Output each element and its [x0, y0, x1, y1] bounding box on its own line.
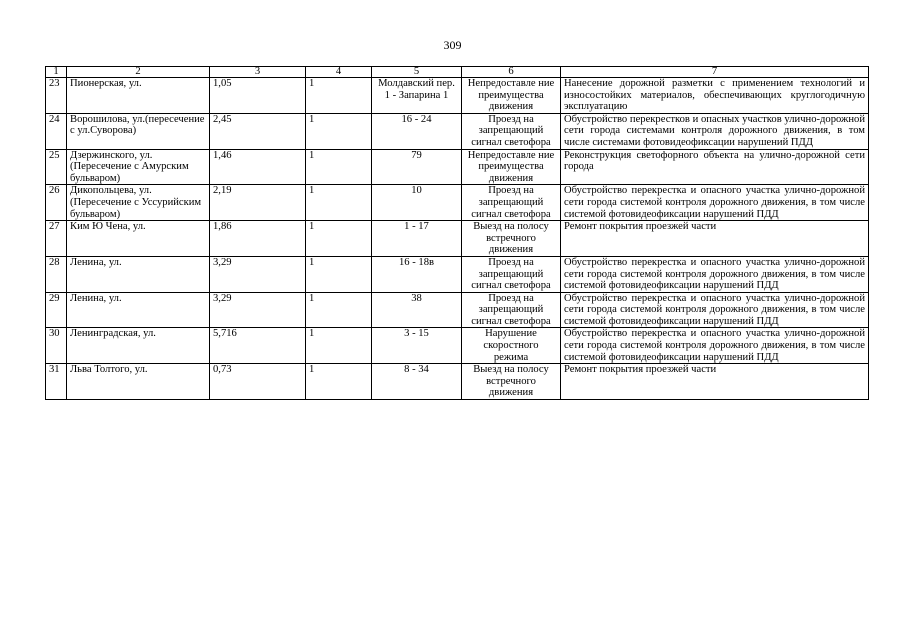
row-number-cell: 26	[46, 185, 67, 221]
house-range-cell: 1 - 17	[372, 221, 462, 257]
length-cell: 2,45	[210, 113, 306, 149]
count-cell: 1	[306, 364, 372, 400]
measure-cell: Обустройство перекрестка и опасного участка улично-дорожной сети города системой контроля дорожного движения, в том числе системой фотовидеофиксации нарушений ПДД	[561, 185, 869, 221]
row-number-cell: 28	[46, 256, 67, 292]
count-cell: 1	[306, 113, 372, 149]
row-number-cell: 30	[46, 328, 67, 364]
column-number-row	[46, 67, 869, 78]
table-row	[46, 149, 869, 185]
length-cell: 5,716	[210, 328, 306, 364]
street-cell: Ленина, ул.	[67, 292, 210, 328]
violation-cell: Непредоставле ние преимущества движения	[462, 149, 561, 185]
row-number-cell: 24	[46, 113, 67, 149]
violation-cell: Выезд на полосу встречного движения	[462, 364, 561, 400]
measure-cell: Ремонт покрытия проезжей части	[561, 221, 869, 257]
house-range-cell: 38	[372, 292, 462, 328]
violation-cell: Проезд на запрещающий сигнал светофора	[462, 292, 561, 328]
violation-cell: Проезд на запрещающий сигнал светофора	[462, 256, 561, 292]
violation-cell: Проезд на запрещающий сигнал светофора	[462, 113, 561, 149]
length-cell: 2,19	[210, 185, 306, 221]
column-number: 7	[561, 67, 869, 78]
count-cell: 1	[306, 256, 372, 292]
column-number: 4	[306, 67, 372, 78]
house-range-cell: Молдавский пер. 1 - Запарина 1	[372, 78, 462, 114]
count-cell: 1	[306, 292, 372, 328]
street-cell: Льва Толтого, ул.	[67, 364, 210, 400]
violation-cell: Непредоставле ние преимущества движения	[462, 78, 561, 114]
street-cell: Ворошилова, ул.(пересечение с ул.Суворова)	[67, 113, 210, 149]
table-row	[46, 78, 869, 114]
length-cell: 1,46	[210, 149, 306, 185]
count-cell: 1	[306, 78, 372, 114]
length-cell: 1,86	[210, 221, 306, 257]
row-number-cell: 23	[46, 78, 67, 114]
column-number: 5	[372, 67, 462, 78]
length-cell: 0,73	[210, 364, 306, 400]
count-cell: 1	[306, 149, 372, 185]
page-number: 309	[443, 38, 462, 52]
table-row	[46, 328, 869, 364]
street-cell: Ленинградская, ул.	[67, 328, 210, 364]
table-body	[46, 78, 869, 400]
street-cell: Дикопольцева, ул. (Пересечение с Уссурийским бульваром)	[67, 185, 210, 221]
length-cell: 3,29	[210, 256, 306, 292]
table-row	[46, 113, 869, 149]
street-cell: Ким Ю Чена, ул.	[67, 221, 210, 257]
length-cell: 3,29	[210, 292, 306, 328]
house-range-cell: 10	[372, 185, 462, 221]
house-range-cell: 8 - 34	[372, 364, 462, 400]
length-cell: 1,05	[210, 78, 306, 114]
measure-cell: Обустройство перекрестка и опасного участка улично-дорожной сети города системой контроля дорожного движения, в том числе системой фотовидеофиксации нарушений ПДД	[561, 256, 869, 292]
row-number-cell: 27	[46, 221, 67, 257]
row-number-cell: 29	[46, 292, 67, 328]
row-number-cell: 25	[46, 149, 67, 185]
house-range-cell: 16 - 24	[372, 113, 462, 149]
column-number: 3	[210, 67, 306, 78]
house-range-cell: 79	[372, 149, 462, 185]
table-row	[46, 292, 869, 328]
measure-cell: Обустройство перекрестка и опасного участка улично-дорожной сети города системой контроля дорожного движения, в том числе системой фотовидеофиксации нарушений ПДД	[561, 328, 869, 364]
column-number: 6	[462, 67, 561, 78]
measure-cell: Реконструкция светофорного объекта на улично-дорожной сети города	[561, 149, 869, 185]
count-cell: 1	[306, 221, 372, 257]
column-number: 1	[46, 67, 67, 78]
table-row	[46, 221, 869, 257]
street-cell: Ленина, ул.	[67, 256, 210, 292]
violation-cell: Выезд на полосу встречного движения	[462, 221, 561, 257]
violation-cell: Проезд на запрещающий сигнал светофора	[462, 185, 561, 221]
street-cell: Дзержинского, ул. (Пересечение с Амурским бульваром)	[67, 149, 210, 185]
street-cell: Пионерская, ул.	[67, 78, 210, 114]
table-row	[46, 256, 869, 292]
row-number-cell: 31	[46, 364, 67, 400]
count-cell: 1	[306, 328, 372, 364]
violation-cell: Нарушение скоростного режима	[462, 328, 561, 364]
measure-cell: Ремонт покрытия проезжей части	[561, 364, 869, 400]
table-row	[46, 185, 869, 221]
count-cell: 1	[306, 185, 372, 221]
data-table	[45, 66, 869, 400]
measure-cell: Обустройство перекрестков и опасных участков улично-дорожной сети города системами контроля дорожного движения, в том числе системами фотовидеофиксации нарушений ПДД	[561, 113, 869, 149]
column-number: 2	[67, 67, 210, 78]
house-range-cell: 3 - 15	[372, 328, 462, 364]
measure-cell: Обустройство перекрестка и опасного участка улично-дорожной сети города системой контроля дорожного движения, в том числе системой фотовидеофиксации нарушений ПДД	[561, 292, 869, 328]
measure-cell: Нанесение дорожной разметки с применением технологий и износостойких материалов, обеспечивающих круглогодичную эксплуатацию	[561, 78, 869, 114]
house-range-cell: 16 - 18в	[372, 256, 462, 292]
table-row	[46, 364, 869, 400]
